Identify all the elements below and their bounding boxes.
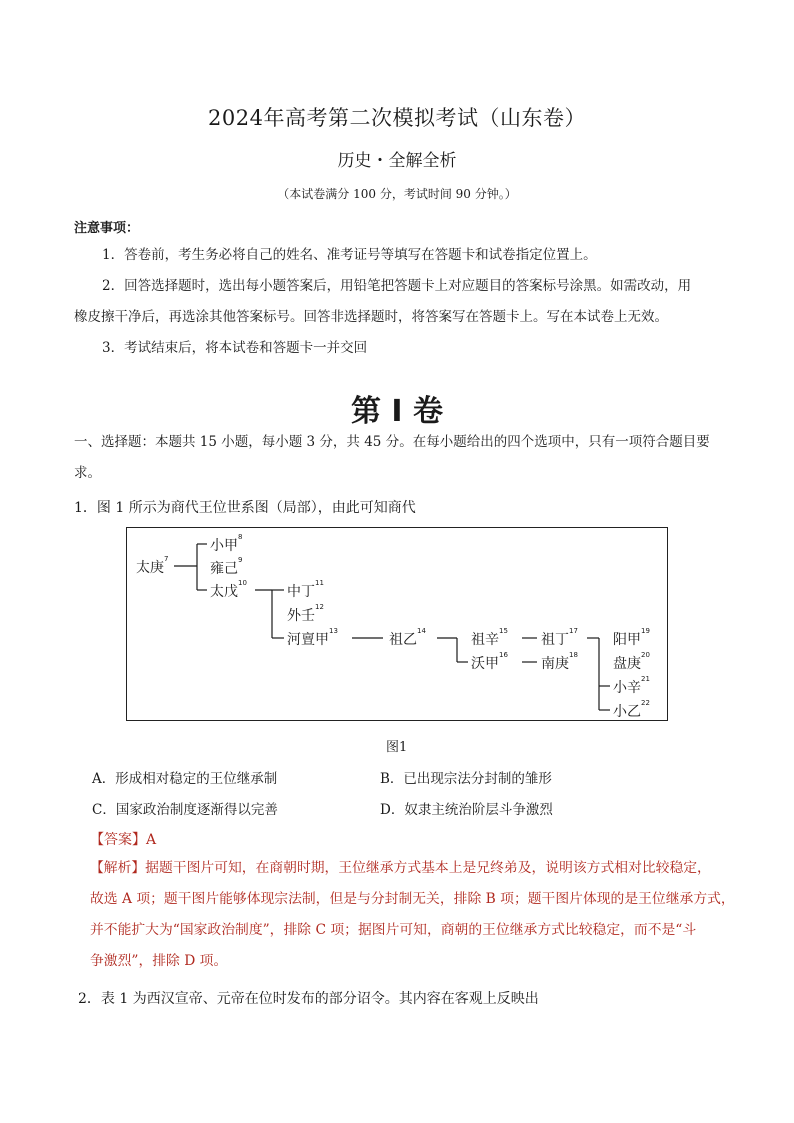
- dynasty-lineage-figure: [126, 527, 668, 721]
- option-d: D．奴隶主统治阶层斗争激烈: [380, 802, 553, 818]
- question-2-stem: 2．表 1 为西汉宣帝、元帝在位时发布的部分诏令。其内容在客观上反映出: [78, 991, 539, 1007]
- option-a: A．形成相对稳定的王位继承制: [92, 771, 278, 787]
- notice-item-2-line2: 橡皮擦干净后，再选涂其他答案标号。回答非选择题时，将答案写在答题卡上。写在本试卷上无效。: [74, 309, 668, 325]
- node-hedanjia: 河亶甲$^{13}$: [287, 627, 338, 648]
- exam-title: 2024年高考第二次模拟考试（山东卷）: [208, 106, 586, 130]
- node-wairen: 外壬$^{12}$: [287, 603, 324, 624]
- question-1-stem: 1．图 1 所示为商代王位世系图（局部），由此可知商代: [74, 500, 416, 516]
- notice-heading: 注意事项：: [74, 221, 140, 236]
- node-xiaojia: 小甲$^8$: [210, 533, 243, 554]
- analysis-line2: 故选 A 项；题干图片能够体现宗法制，但是与分封制无关，排除 B 项；题干图片体现的是王位继承方式，: [90, 891, 735, 907]
- section-instruction-line2: 求。: [74, 465, 101, 481]
- section-title: 第 I 卷: [350, 394, 444, 429]
- node-yangjia: 阳甲$^{19}$: [613, 627, 650, 648]
- exam-subtitle: 历史・全解全析: [337, 151, 457, 171]
- node-pangeng: 盘庚$^{20}$: [613, 651, 650, 672]
- node-xiaoyi: 小乙$^{22}$: [613, 699, 650, 720]
- option-c: C．国家政治制度逐渐得以完善: [92, 802, 278, 818]
- analysis-line3: 并不能扩大为“国家政治制度”，排除 C 项；据图片可知，商朝的王位继承方式比较稳定，而不是“斗: [90, 922, 697, 938]
- figure-caption: 图1: [386, 740, 408, 755]
- node-xiaoxin: 小辛$^{21}$: [613, 675, 650, 696]
- node-zuxin: 祖辛$^{15}$: [471, 627, 508, 648]
- node-zhongding: 中丁$^{11}$: [287, 579, 324, 600]
- node-wojia: 沃甲$^{16}$: [471, 651, 508, 672]
- notice-item-3: 3．考试结束后，将本试卷和答题卡一并交回: [102, 340, 368, 356]
- node-nangeng: 南庚$^{18}$: [541, 651, 578, 672]
- analysis-line1: 【解析】据题干图片可知，在商朝时期，王位继承方式基本上是兄终弟及，说明该方式相对比较稳定，: [90, 860, 711, 876]
- notice-item-2-line1: 2．回答选择题时，选出每小题答案后，用铅笔把答题卡上对应题目的答案标号涂黑。如需改动，用: [102, 278, 692, 294]
- analysis-line4: 争激烈”，排除 D 项。: [90, 953, 228, 969]
- node-zuyi: 祖乙$^{14}$: [389, 627, 426, 648]
- answer: 【答案】A: [90, 832, 157, 848]
- node-zuding: 祖丁$^{17}$: [541, 627, 578, 648]
- option-b: B．已出现宗法分封制的雏形: [380, 771, 552, 787]
- lineage-connectors: [127, 528, 667, 720]
- node-taiwu: 太戊$^{10}$: [210, 579, 247, 600]
- section-instruction-line1: 一、选择题：本题共 15 小题，每小题 3 分，共 45 分。在每小题给出的四个选项中，只有一项符合题目要: [74, 434, 710, 450]
- node-yongji: 雍己$^9$: [210, 556, 243, 577]
- node-taigeng: 太庚$^7$: [136, 555, 169, 576]
- notice-item-1: 1．答卷前，考生务必将自己的姓名、准考证号等填写在答题卡和试卷指定位置上。: [102, 247, 597, 263]
- score-note: （本试卷满分 100 分，考试时间 90 分钟。）: [277, 187, 517, 201]
